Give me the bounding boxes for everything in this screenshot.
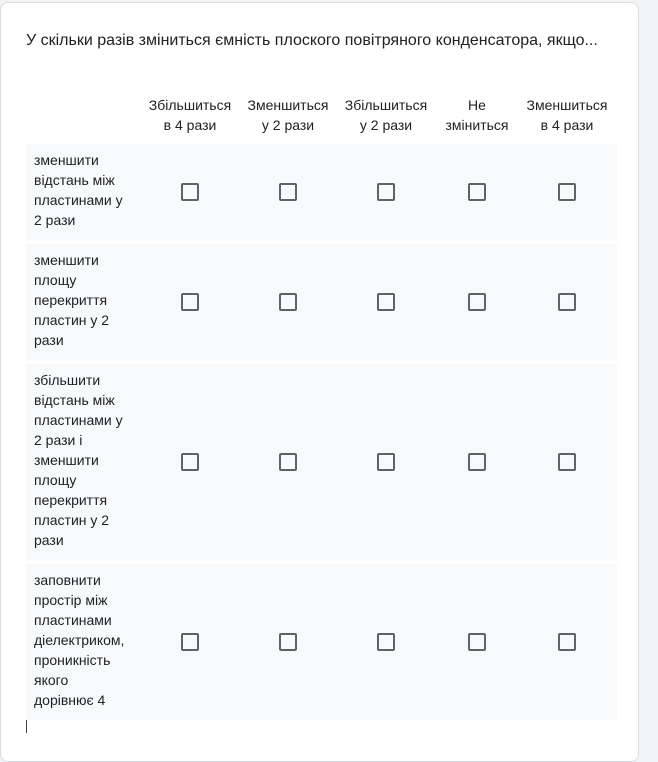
grid-header-row [26, 95, 617, 144]
checkbox[interactable] [468, 183, 486, 201]
checkbox[interactable] [377, 453, 395, 471]
checkbox-grid [26, 95, 617, 724]
grid-row [26, 364, 617, 560]
checkbox[interactable] [279, 293, 297, 311]
checkbox[interactable] [181, 183, 199, 201]
row-label: збільшити відстань між пластинами у 2 рази і зменшити площу перекриття пластин у 2 рази [34, 372, 123, 548]
column-header: Збільшиться у 2 рази [344, 97, 428, 133]
question-card [0, 2, 639, 762]
column-header: Зменшиться в 4 рази [526, 97, 608, 133]
checkbox[interactable] [558, 293, 576, 311]
checkbox[interactable] [181, 633, 199, 651]
checkbox[interactable] [468, 293, 486, 311]
row-label: зменшити площу перекриття пластин у 2 рази [34, 252, 110, 348]
checkbox[interactable] [181, 453, 199, 471]
grid-row [26, 244, 617, 360]
checkbox[interactable] [558, 453, 576, 471]
column-header: Зменшиться у 2 рази [247, 97, 329, 133]
grid-row [26, 144, 617, 240]
row-label: зменшити відстань між пластинами у 2 рази [34, 152, 123, 228]
checkbox[interactable] [377, 293, 395, 311]
checkbox[interactable] [279, 453, 297, 471]
row-label: заповнити простір між пластинами діелектриком, проникність якого дорівнює 4 [34, 572, 125, 708]
column-header: Не зміниться [445, 97, 509, 133]
checkbox[interactable] [468, 633, 486, 651]
column-header: Збільшиться в 4 рази [148, 97, 232, 133]
checkbox[interactable] [558, 633, 576, 651]
checkbox[interactable] [181, 293, 199, 311]
checkbox[interactable] [279, 183, 297, 201]
checkbox[interactable] [558, 183, 576, 201]
grid-row [26, 564, 617, 720]
checkbox[interactable] [377, 183, 395, 201]
checkbox[interactable] [468, 453, 486, 471]
question-title: У скільки разів зміниться ємність плоского повітряного конденсатора, якщо... [26, 32, 598, 49]
checkbox[interactable] [377, 633, 395, 651]
text-caret [26, 720, 27, 733]
checkbox[interactable] [279, 633, 297, 651]
